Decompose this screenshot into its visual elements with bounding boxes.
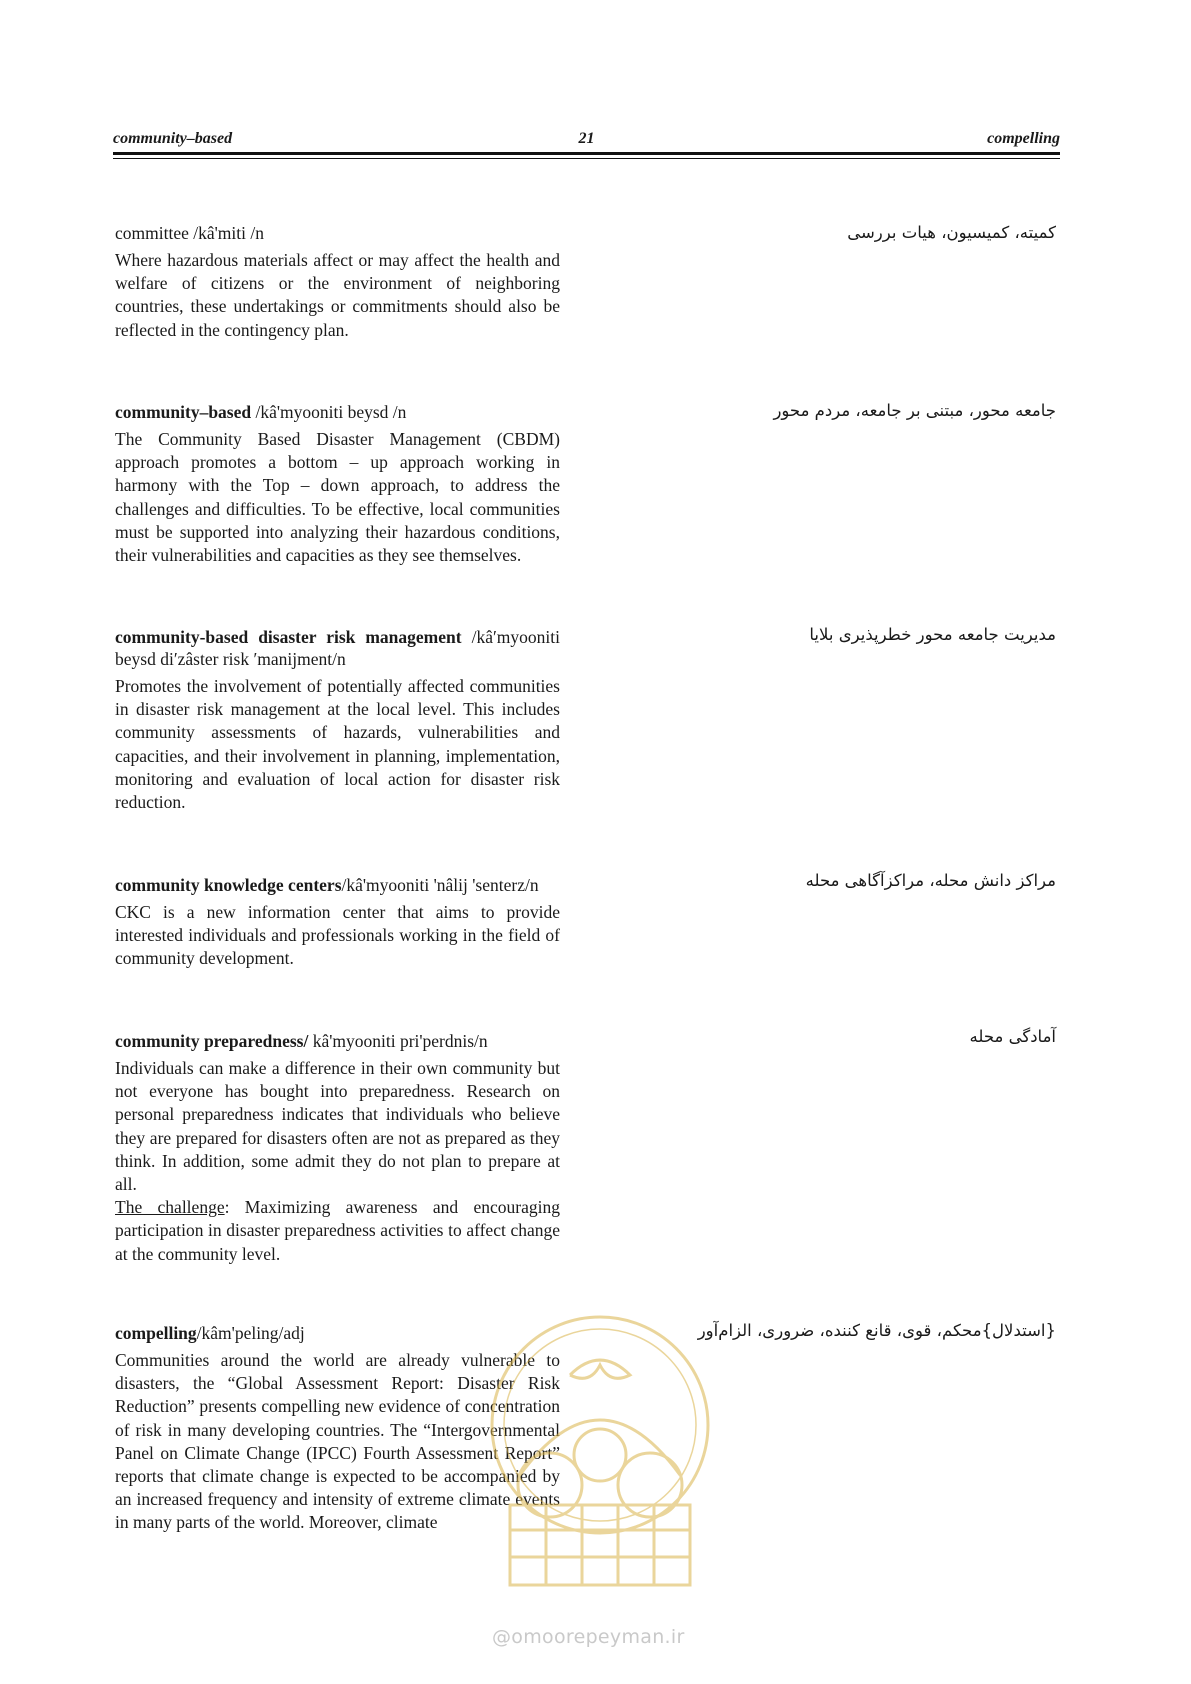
- entry-community-based: [115, 401, 560, 567]
- entry-headword: [115, 1030, 560, 1052]
- entry-term: community–based: [115, 402, 252, 422]
- entry-term: community preparedness/: [115, 1031, 309, 1051]
- note-text: : Maximizing awareness and encouraging participation in disaster preparedness activities to affect change at the community level.: [115, 1197, 560, 1264]
- entry-headword: [115, 626, 560, 670]
- running-head-left: community–based: [113, 130, 233, 147]
- entry-persian-equivalent: مراکز دانش محله، مراکزآگاهی محله: [805, 871, 1056, 890]
- entry-pronunciation: committee /kâ'miti /n: [115, 223, 264, 243]
- header-rule-thin: [113, 158, 1060, 159]
- entry-pronunciation: kâ'myooniti pri'perdnis/n: [308, 1031, 488, 1051]
- entry-community-preparedness: [115, 1030, 560, 1266]
- entry-headword: [115, 874, 560, 896]
- entry-term: community-based disaster risk management: [115, 627, 462, 647]
- page-number: 21: [578, 130, 595, 147]
- entry-term: community knowledge centers: [115, 875, 342, 895]
- entry-persian-equivalent: مدیریت جامعه محور خطرپذیری بلایا: [809, 625, 1056, 644]
- watermark-url: @omoorepeyman.ir: [492, 1626, 685, 1648]
- entry-definition: CKC is a new information center that aims to provide interested individuals and professionals working in the field of community development.: [115, 902, 560, 969]
- entry-persian-equivalent: {استدلال}محکم، قوی، قانع کننده، ضروری، الزام‌آور: [697, 1321, 1056, 1340]
- entry-pronunciation: /kâ′myooniti beysd di′zâster risk ′manijment/n: [115, 627, 560, 669]
- entry-definition: The Community Based Disaster Management (CBDM) approach promotes a bottom – up approach working in harmony with the Top – down approach, to address the challenges and difficulties. To be effective, local communities must be supported into analyzing their hazardous conditions, their vulnerabilities and capacities as they see themselves.: [115, 429, 560, 566]
- entry-cbdrm: [115, 626, 560, 814]
- entry-pronunciation: /kâm'peling/adj: [196, 1323, 305, 1343]
- running-head-right: compelling: [987, 130, 1060, 147]
- entry-headword: [115, 401, 560, 423]
- entry-persian-equivalent: کمیته، کمیسیون، هیات بررسی: [847, 223, 1056, 242]
- entry-committee: [115, 222, 560, 342]
- entry-pronunciation: /kâ'myooniti beysd /n: [251, 402, 407, 422]
- note-label: The challenge: [115, 1197, 225, 1218]
- watermark-logo: [480, 1305, 720, 1595]
- entry-definition: Promotes the involvement of potentially affected communities in disaster risk management at the local level. This includes community assessments of hazards, vulnerabilities and capacities, and their involvement in planning, implementation, monitoring and evaluation of local action for disaster risk reduction.: [115, 676, 560, 813]
- entry-definition: Communities around the world are already vulnerable to disasters, the “Global Assessment Report: Disaster Risk Reduction” presents compelling new evidence of concentration of risk in many developing countries. The “Intergovernmental Panel on Climate Change (IPCC) Fourth Assessment Report” reports that climate change is expected to be accompanied by an increased frequency and intensity of extreme climate events in many parts of the world. Moreover, climate: [115, 1350, 560, 1533]
- entry-persian-equivalent: جامعه محور، مبتنی بر جامعه، مردم محور: [773, 401, 1056, 420]
- entry-pronunciation: /kâ'myooniti 'nâlij 'senterz/n: [341, 875, 539, 895]
- entry-headword: [115, 222, 560, 244]
- running-head: [113, 128, 1060, 150]
- entry-note: [115, 1196, 560, 1266]
- entry-community-knowledge-centers: [115, 874, 560, 971]
- header-rule-thick: [113, 152, 1060, 155]
- entry-definition: Where hazardous materials affect or may affect the health and welfare of citizens or the environment of neighboring countries, these undertakings or commitments should also be reflected in the contingency plan.: [115, 250, 560, 340]
- entry-term: compelling: [115, 1323, 197, 1343]
- entry-definition: Individuals can make a difference in their own community but not everyone has bought into preparedness. Research on personal preparedness indicates that individuals who believe they are prepared for disasters often are not as prepared as they think. In addition, some admit they do not plan to prepare at all.: [115, 1058, 560, 1195]
- entry-persian-equivalent: آمادگی محله: [969, 1027, 1056, 1046]
